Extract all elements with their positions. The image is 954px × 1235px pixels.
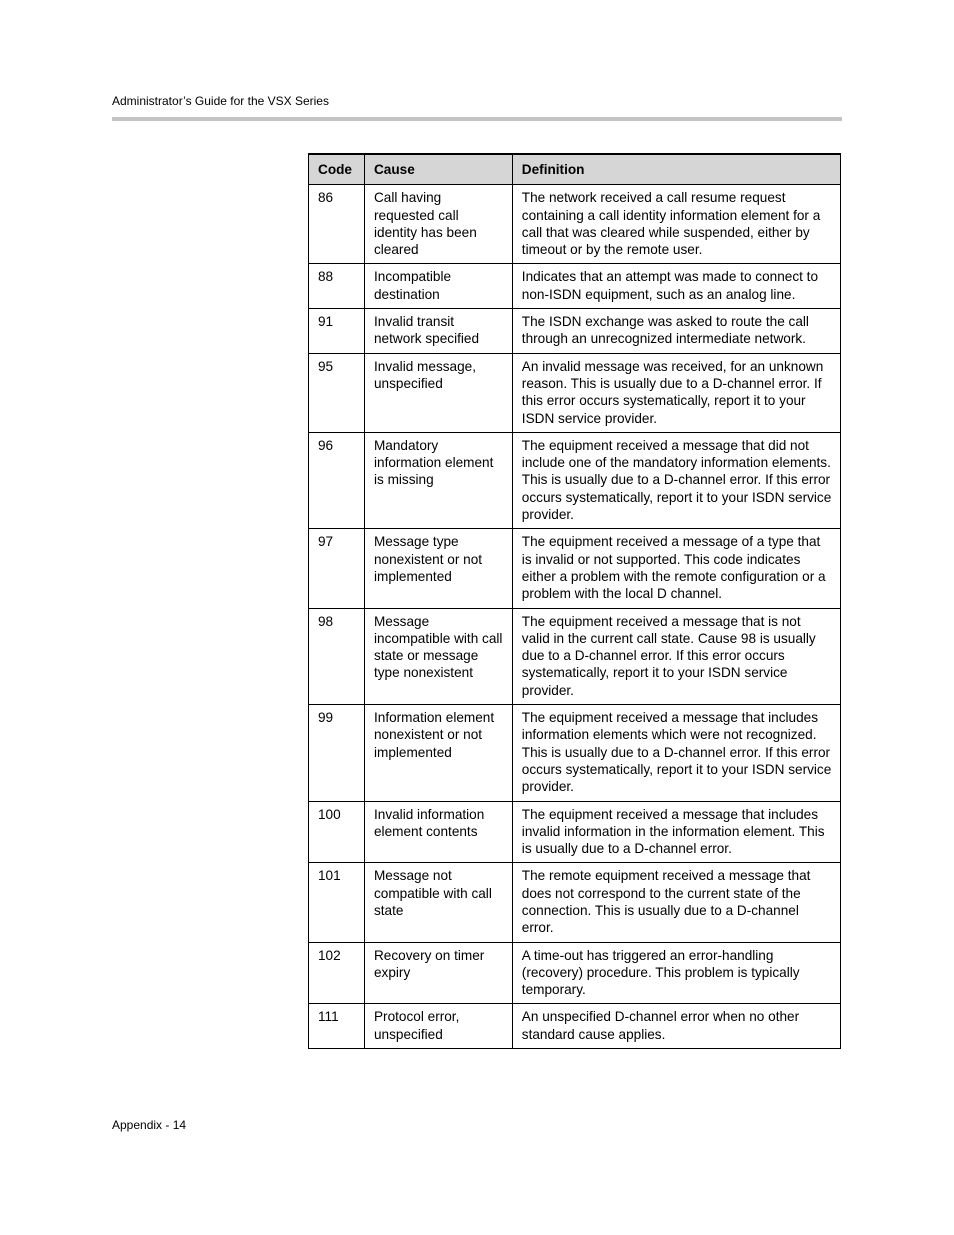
code-cell: 95 (309, 353, 365, 432)
table-row (309, 529, 841, 608)
page-footer: Appendix - 14 (112, 1118, 187, 1132)
definition-cell: The ISDN exchange was asked to route the call through an unrecognized intermediate network. (512, 309, 840, 354)
code-cell: 101 (309, 863, 365, 942)
definition-cell: The remote equipment received a message that does not correspond to the current state of the connection. This is usually due to a D-channel error. (512, 863, 840, 942)
table-row (309, 608, 841, 704)
column-header-code: Code (309, 154, 365, 185)
code-cell: 86 (309, 185, 365, 264)
code-cell: 96 (309, 432, 365, 528)
cause-code-table (308, 153, 841, 1049)
definition-cell: A time-out has triggered an error-handling (recovery) procedure. This problem is typically temporary. (512, 942, 840, 1004)
definition-cell: Indicates that an attempt was made to connect to non-ISDN equipment, such as an analog line. (512, 264, 840, 309)
table-row (309, 432, 841, 528)
cause-cell: Invalid message, unspecified (364, 353, 512, 432)
code-cell: 100 (309, 801, 365, 863)
table-row (309, 863, 841, 942)
definition-cell: The equipment received a message of a type that is invalid or not supported. This code indicates either a problem with the remote configuration or a problem with the local D channel. (512, 529, 840, 608)
code-cell: 102 (309, 942, 365, 1004)
table-row (309, 942, 841, 1004)
cause-cell: Invalid transit network specified (364, 309, 512, 354)
code-cell: 111 (309, 1004, 365, 1049)
cause-cell: Invalid information element contents (364, 801, 512, 863)
cause-cell: Message not compatible with call state (364, 863, 512, 942)
definition-cell: The equipment received a message that includes information elements which were not recognized. This is usually due to a D-channel error. If this error occurs systematically, report it to your ISDN service provider. (512, 705, 840, 801)
cause-cell: Incompatible destination (364, 264, 512, 309)
table-header-row (309, 154, 841, 185)
running-header: Administrator’s Guide for the VSX Series (112, 94, 329, 108)
table-row (309, 264, 841, 309)
cause-cell: Call having requested call identity has been cleared (364, 185, 512, 264)
definition-cell: The equipment received a message that includes invalid information in the information element. This is usually due to a D-channel error. (512, 801, 840, 863)
cause-cell: Protocol error, unspecified (364, 1004, 512, 1049)
header-rule (112, 117, 842, 121)
column-header-cause: Cause (364, 154, 512, 185)
table-row (309, 185, 841, 264)
code-cell: 97 (309, 529, 365, 608)
table-row (309, 801, 841, 863)
code-cell: 91 (309, 309, 365, 354)
definition-cell: An invalid message was received, for an unknown reason. This is usually due to a D-channel error. If this error occurs systematically, report it to your ISDN service provider. (512, 353, 840, 432)
table-row (309, 353, 841, 432)
definition-cell: The equipment received a message that did not include one of the mandatory information elements. This is usually due to a D-channel error. If this error occurs systematically, report it to your ISDN service provider. (512, 432, 840, 528)
cause-cell: Message type nonexistent or not implemented (364, 529, 512, 608)
cause-cell: Message incompatible with call state or message type nonexistent (364, 608, 512, 704)
table-row (309, 705, 841, 801)
cause-cell: Mandatory information element is missing (364, 432, 512, 528)
column-header-definition: Definition (512, 154, 840, 185)
code-cell: 98 (309, 608, 365, 704)
cause-cell: Recovery on timer expiry (364, 942, 512, 1004)
definition-cell: The network received a call resume request containing a call identity information element for a call that was cleared while suspended, either by timeout or by the remote user. (512, 185, 840, 264)
definition-cell: The equipment received a message that is not valid in the current call state. Cause 98 is usually due to a D-channel error. If this error occurs systematically, report it to your ISDN service provider. (512, 608, 840, 704)
table-row (309, 309, 841, 354)
cause-cell: Information element nonexistent or not implemented (364, 705, 512, 801)
definition-cell: An unspecified D-channel error when no other standard cause applies. (512, 1004, 840, 1049)
table-row (309, 1004, 841, 1049)
code-cell: 99 (309, 705, 365, 801)
code-cell: 88 (309, 264, 365, 309)
